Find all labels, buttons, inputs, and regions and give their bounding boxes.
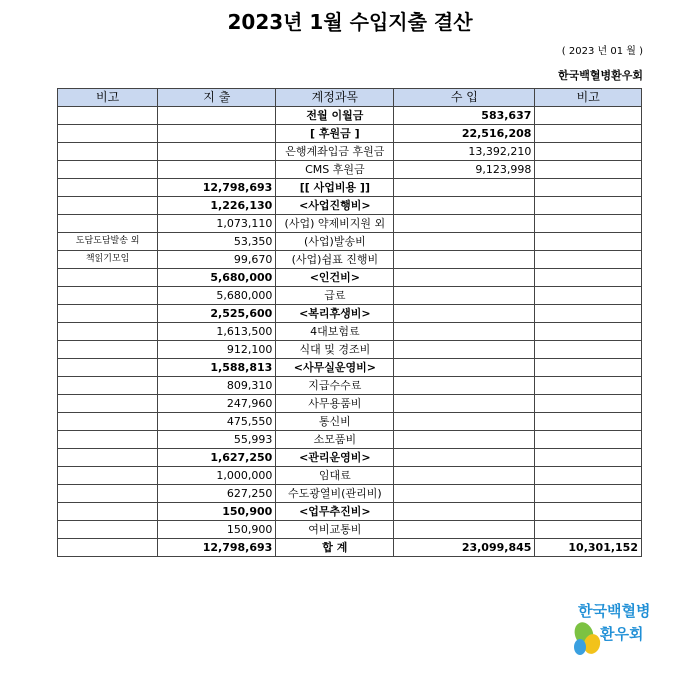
table-row	[58, 341, 642, 359]
note-cell	[58, 323, 158, 341]
expense-cell: 809,310	[158, 377, 276, 395]
note-cell	[58, 413, 158, 431]
income-cell	[394, 287, 535, 305]
expense-cell	[158, 161, 276, 179]
income-cell	[394, 395, 535, 413]
logo-text-line1: 한국백혈병	[578, 602, 650, 620]
note-cell	[58, 449, 158, 467]
note-2-cell	[535, 395, 642, 413]
note-2-cell	[535, 485, 642, 503]
income-cell	[394, 233, 535, 251]
income-cell: 9,123,998	[394, 161, 535, 179]
note-2-cell	[535, 251, 642, 269]
expense-cell: 5,680,000	[158, 269, 276, 287]
page-title: 2023년 1월 수입지출 결산	[227, 10, 473, 34]
note-2-cell	[535, 341, 642, 359]
note-cell	[58, 359, 158, 377]
table-row	[58, 449, 642, 467]
table-row	[58, 503, 642, 521]
note-2-cell	[535, 467, 642, 485]
income-cell: 23,099,845	[394, 539, 535, 557]
table-row	[58, 287, 642, 305]
expense-cell: 247,960	[158, 395, 276, 413]
account-cell: <사업진행비>	[276, 197, 394, 215]
expense-cell: 12,798,693	[158, 179, 276, 197]
account-cell: (사업)발송비	[276, 233, 394, 251]
table-row	[58, 359, 642, 377]
header-income: 수 입	[394, 89, 535, 107]
expense-cell: 1,627,250	[158, 449, 276, 467]
note-cell	[58, 341, 158, 359]
note-2-cell	[535, 179, 642, 197]
account-cell: [ 후원금 ]	[276, 125, 394, 143]
income-cell: 13,392,210	[394, 143, 535, 161]
note-2-cell	[535, 521, 642, 539]
account-cell: 사무용품비	[276, 395, 394, 413]
table-row	[58, 485, 642, 503]
income-cell	[394, 179, 535, 197]
expense-cell: 99,670	[158, 251, 276, 269]
account-cell: 4대보험료	[276, 323, 394, 341]
note-2-cell	[535, 413, 642, 431]
expense-cell: 150,900	[158, 521, 276, 539]
note-cell	[58, 269, 158, 287]
income-cell	[394, 431, 535, 449]
income-cell: 22,516,208	[394, 125, 535, 143]
expense-cell: 2,525,600	[158, 305, 276, 323]
table-row	[58, 467, 642, 485]
note-cell	[58, 467, 158, 485]
income-cell	[394, 251, 535, 269]
note-2-cell	[535, 359, 642, 377]
income-cell	[394, 503, 535, 521]
account-cell: 수도광열비(관리비)	[276, 485, 394, 503]
note-2-cell	[535, 377, 642, 395]
table-row	[58, 323, 642, 341]
table-header-row	[58, 89, 642, 107]
income-cell	[394, 377, 535, 395]
header-expense: 지 출	[158, 89, 276, 107]
expense-cell: 1,613,500	[158, 323, 276, 341]
note-2-cell	[535, 107, 642, 125]
income-cell	[394, 305, 535, 323]
account-cell: [[ 사업비용 ]]	[276, 179, 394, 197]
account-cell: CMS 후원금	[276, 161, 394, 179]
note-cell	[58, 395, 158, 413]
note-cell	[58, 143, 158, 161]
expense-cell: 55,993	[158, 431, 276, 449]
income-cell	[394, 467, 535, 485]
note-2-cell	[535, 161, 642, 179]
income-cell	[394, 521, 535, 539]
table-row	[58, 197, 642, 215]
income-cell	[394, 485, 535, 503]
table-row	[58, 251, 642, 269]
logo-text-line2: 환우회	[600, 625, 644, 643]
note-2-cell	[535, 215, 642, 233]
note-2-cell	[535, 233, 642, 251]
expense-cell	[158, 107, 276, 125]
note-cell: 도담도담발송 외	[58, 233, 158, 251]
note-2-cell	[535, 449, 642, 467]
header-note: 비고	[58, 89, 158, 107]
organization-logo	[570, 592, 650, 662]
account-cell: 식대 및 경조비	[276, 341, 394, 359]
note-cell	[58, 377, 158, 395]
note-cell	[58, 431, 158, 449]
income-cell	[394, 449, 535, 467]
account-cell: (사업)쉼표 진행비	[276, 251, 394, 269]
note-cell	[58, 287, 158, 305]
note-cell	[58, 539, 158, 557]
note-2-cell	[535, 143, 642, 161]
note-cell	[58, 161, 158, 179]
note-2-cell	[535, 323, 642, 341]
expense-cell: 53,350	[158, 233, 276, 251]
table-row	[58, 539, 642, 557]
note-2-cell	[535, 197, 642, 215]
account-cell: <인건비>	[276, 269, 394, 287]
note-cell	[58, 197, 158, 215]
account-cell: 급료	[276, 287, 394, 305]
settlement-table	[57, 88, 642, 557]
note-2-cell	[535, 431, 642, 449]
income-cell	[394, 413, 535, 431]
income-cell	[394, 197, 535, 215]
table-row	[58, 305, 642, 323]
note-2-cell	[535, 305, 642, 323]
header-note-2: 비고	[535, 89, 642, 107]
account-cell: 합 계	[276, 539, 394, 557]
account-cell: 여비교통비	[276, 521, 394, 539]
note-2-cell	[535, 269, 642, 287]
account-cell: 임대료	[276, 467, 394, 485]
table-row	[58, 125, 642, 143]
account-cell: 지급수수료	[276, 377, 394, 395]
expense-cell	[158, 143, 276, 161]
expense-cell: 150,900	[158, 503, 276, 521]
note-cell	[58, 215, 158, 233]
account-cell: <업무추진비>	[276, 503, 394, 521]
account-cell: 은행계좌입금 후원금	[276, 143, 394, 161]
note-2-cell	[535, 503, 642, 521]
table-row	[58, 521, 642, 539]
note-cell	[58, 305, 158, 323]
note-cell: 책읽기모임	[58, 251, 158, 269]
note-cell	[58, 503, 158, 521]
table-row	[58, 395, 642, 413]
table-row	[58, 413, 642, 431]
table-row	[58, 161, 642, 179]
note-cell	[58, 521, 158, 539]
note-2-cell	[535, 287, 642, 305]
note-cell	[58, 125, 158, 143]
account-cell: 소모품비	[276, 431, 394, 449]
income-cell	[394, 341, 535, 359]
expense-cell	[158, 125, 276, 143]
expense-cell: 5,680,000	[158, 287, 276, 305]
header-account: 계정과목	[276, 89, 394, 107]
income-cell	[394, 269, 535, 287]
account-cell: <사무실운영비>	[276, 359, 394, 377]
table-row	[58, 377, 642, 395]
table-row	[58, 269, 642, 287]
expense-cell: 475,550	[158, 413, 276, 431]
expense-cell: 1,588,813	[158, 359, 276, 377]
note-2-cell: 10,301,152	[535, 539, 642, 557]
table-row	[58, 179, 642, 197]
account-cell: 전월 이월금	[276, 107, 394, 125]
income-cell	[394, 359, 535, 377]
note-cell	[58, 485, 158, 503]
income-cell: 583,637	[394, 107, 535, 125]
note-cell	[58, 179, 158, 197]
account-cell: (사업) 약제비지원 외	[276, 215, 394, 233]
account-cell: <관리운영비>	[276, 449, 394, 467]
organization-name: 한국백혈병환우회	[557, 69, 643, 82]
income-cell	[394, 323, 535, 341]
expense-cell: 1,000,000	[158, 467, 276, 485]
expense-cell: 12,798,693	[158, 539, 276, 557]
table-row	[58, 215, 642, 233]
expense-cell: 627,250	[158, 485, 276, 503]
expense-cell: 1,226,130	[158, 197, 276, 215]
account-cell: 통신비	[276, 413, 394, 431]
table-row	[58, 143, 642, 161]
expense-cell: 1,073,110	[158, 215, 276, 233]
logo-leaf-blue	[574, 639, 586, 655]
table-row	[58, 233, 642, 251]
account-cell: <복리후생비>	[276, 305, 394, 323]
note-2-cell	[535, 125, 642, 143]
expense-cell: 912,100	[158, 341, 276, 359]
date-label: ( 2023 년 01 월 )	[561, 46, 643, 57]
table-row	[58, 431, 642, 449]
note-cell	[58, 107, 158, 125]
table-row	[58, 107, 642, 125]
income-cell	[394, 215, 535, 233]
